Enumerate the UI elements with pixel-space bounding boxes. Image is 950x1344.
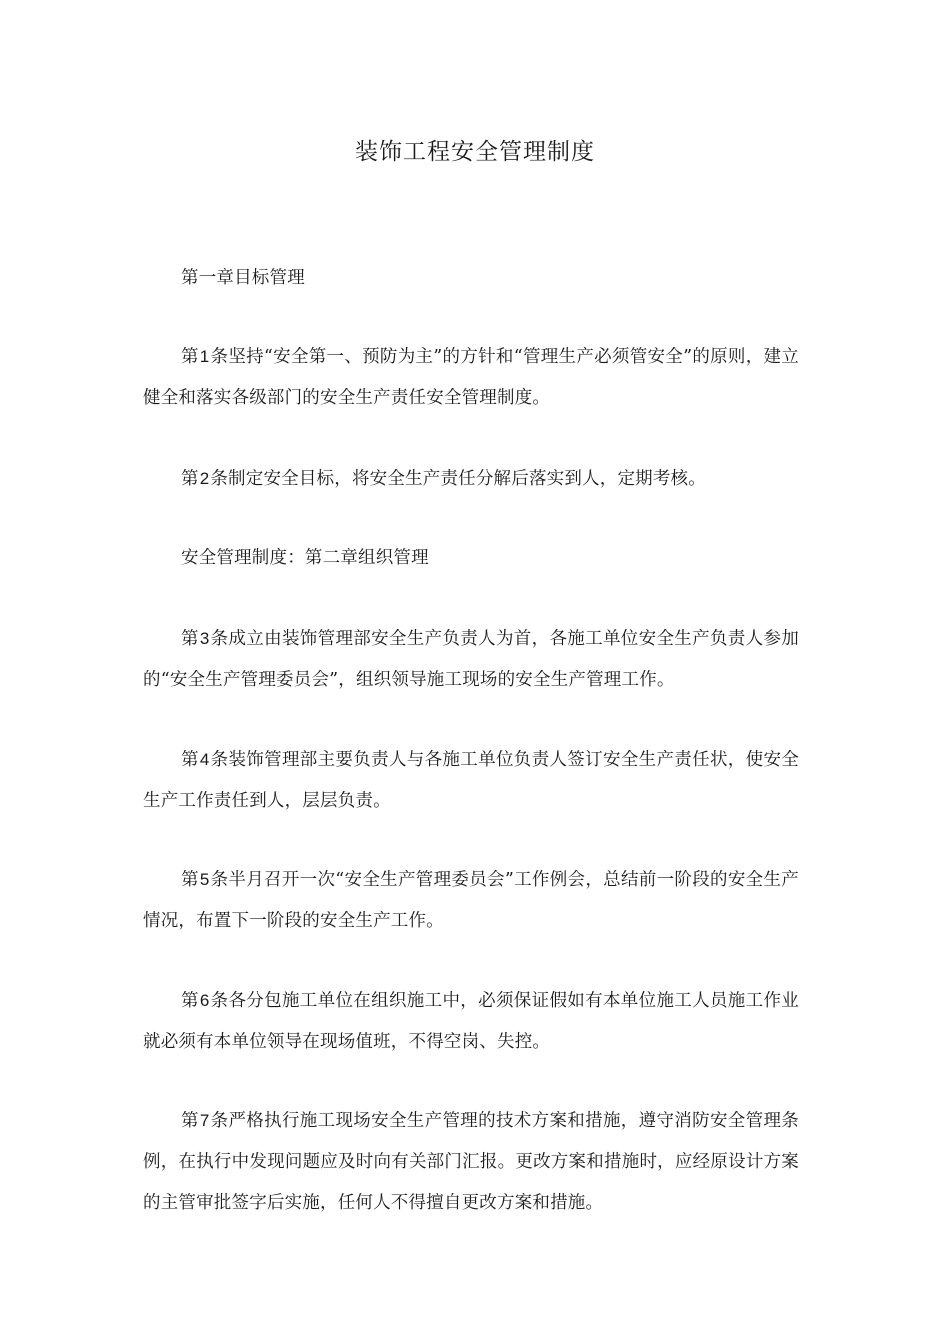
article-number: 1 — [199, 347, 210, 366]
article-number: 3 — [199, 629, 210, 648]
article-number: 5 — [199, 870, 210, 889]
article-text: 条半月召开一次“安全生产管理委员会”工作例会，总结前一阶段的安全生产情况，布置下一阶段的安全生产工作。 — [143, 870, 799, 931]
article-7 — [143, 1100, 799, 1224]
article-prefix: 第 — [181, 750, 199, 770]
article-number: 6 — [199, 991, 210, 1010]
article-number: 4 — [199, 750, 210, 769]
chapter-1-heading: 第一章目标管理 — [181, 268, 305, 288]
article-text: 条装饰管理部主要负责人与各施工单位负责人签订安全生产责任状，使安全生产工作责任到人，层层负责。 — [143, 750, 799, 811]
article-prefix: 第 — [181, 1111, 199, 1131]
article-prefix: 第 — [181, 870, 199, 890]
article-2 — [143, 458, 799, 500]
article-prefix: 第 — [181, 469, 199, 489]
article-text: 条成立由装饰管理部安全生产负责人为首，各施工单位安全生产负责人参加的“安全生产管理委员会”，组织领导施工现场的安全生产管理工作。 — [143, 629, 799, 690]
article-prefix: 第 — [181, 629, 199, 649]
article-number: 7 — [199, 1111, 210, 1130]
article-prefix: 第 — [181, 991, 199, 1011]
article-text: 条严格执行施工现场安全生产管理的技术方案和措施，遵守消防安全管理条例，在执行中发现问题应及时向有关部门汇报。更改方案和措施时，应经原设计方案的主管审批签字后实施，任何人不得擅自更改方案和措施。 — [143, 1111, 799, 1213]
article-1 — [143, 336, 799, 419]
article-text: 条各分包施工单位在组织施工中，必须保证假如有本单位施工人员施工作业就必须有本单位领导在现场值班，不得空岗、失控。 — [143, 991, 799, 1052]
article-5 — [143, 859, 799, 942]
article-4 — [143, 739, 799, 822]
document-title: 装饰工程安全管理制度 — [355, 139, 595, 165]
chapter-2-heading: 安全管理制度：第二章组织管理 — [181, 548, 429, 568]
article-text: 条制定安全目标，将安全生产责任分解后落实到人，定期考核。 — [210, 469, 706, 489]
article-prefix: 第 — [181, 347, 199, 367]
article-3 — [143, 618, 799, 701]
article-text: 条坚持“安全第一、预防为主”的方针和“管理生产必须管安全”的原则，建立健全和落实各级部门的安全生产责任安全管理制度。 — [143, 347, 799, 408]
article-number: 2 — [199, 469, 210, 488]
article-6 — [143, 980, 799, 1063]
